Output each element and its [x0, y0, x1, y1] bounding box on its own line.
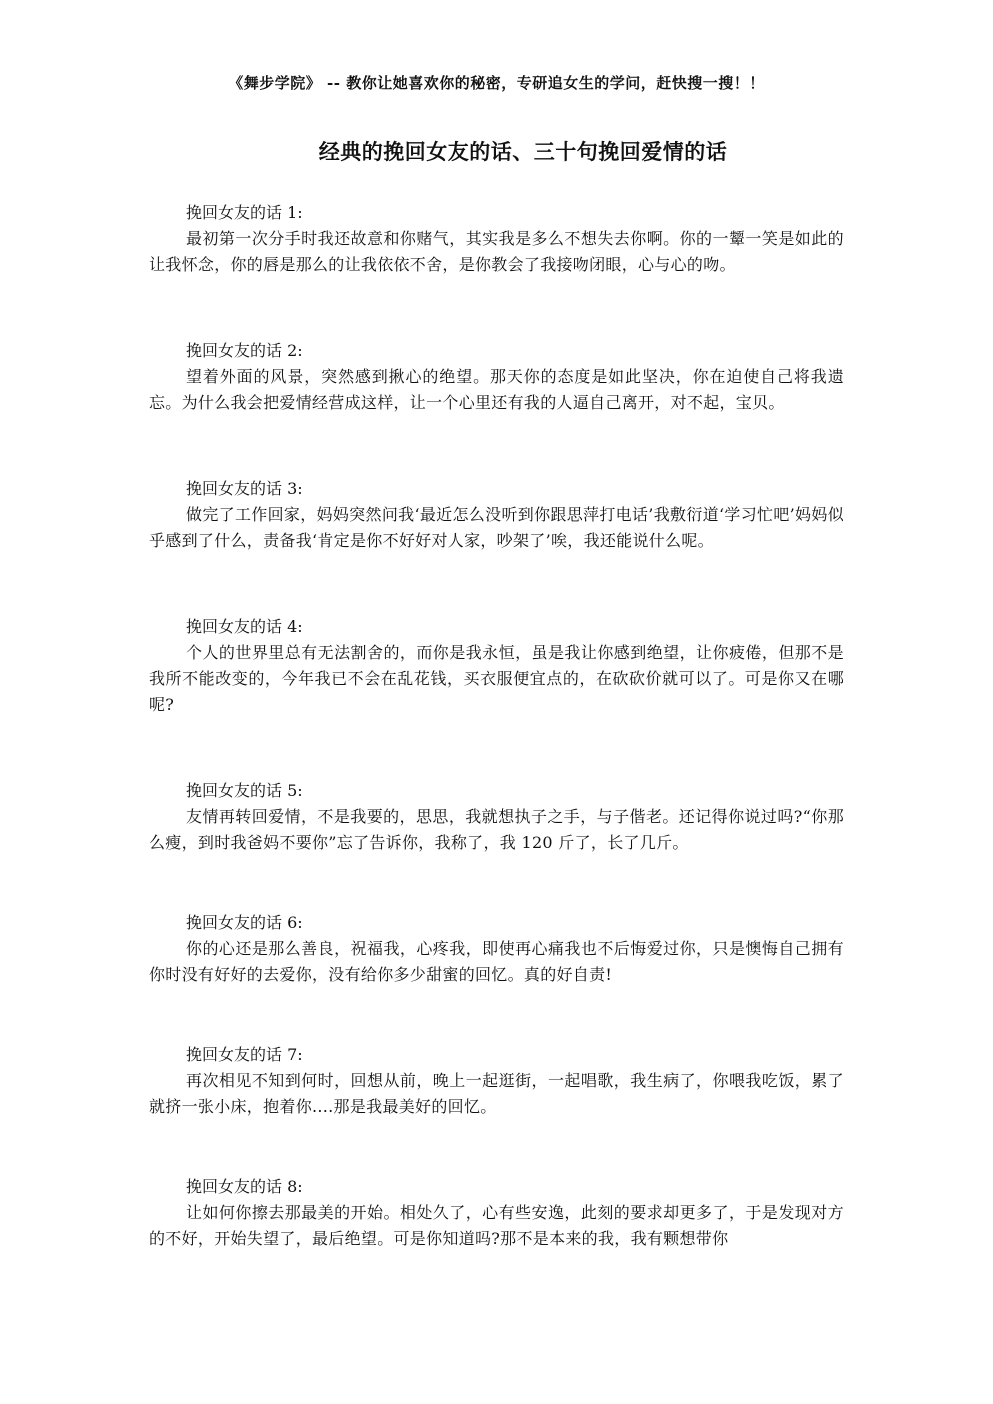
section-3 — [149, 476, 844, 554]
section-label: 挽回女友的话 5: — [186, 781, 303, 800]
section-text: 你的心还是那么善良，祝福我，心疼我，即使再心痛我也不后悔爱过你，只是懊悔自己拥有你时没有好好的去爱你，没有给你多少甜蜜的回忆。真的好自责! — [149, 939, 844, 984]
section-8 — [149, 1174, 844, 1252]
section-text: 友情再转回爱情，不是我要的，思思，我就想执子之手，与子偕老。还记得你说过吗?“你那么瘦，到时我爸妈不要你”忘了告诉你，我称了，我 120 斤了，长了几斤。 — [149, 807, 844, 852]
section-2 — [149, 338, 844, 416]
page-title: 经典的挽回女友的话、三十句挽回爱情的话 — [318, 139, 728, 164]
section-label: 挽回女友的话 7: — [186, 1045, 303, 1064]
section-text: 做完了工作回家，妈妈突然问我‘最近怎么没听到你跟思萍打电话’我敷衍道‘学习忙吧’妈妈似乎感到了什么，责备我‘肯定是你不好好对人家，吵架了’唉，我还能说什么呢。 — [149, 505, 844, 550]
section-text: 最初第一次分手时我还故意和你赌气，其实我是多么不想失去你啊。你的一颦一笑是如此的让我怀念，你的唇是那么的让我依依不舍，是你教会了我接吻闭眼，心与心的吻。 — [149, 229, 844, 274]
header-banner: 《舞步学院》 -- 教你让她喜欢你的秘密，专研追女生的学问，赶快搜一搜！！ — [228, 74, 765, 92]
section-5 — [149, 778, 844, 856]
section-text: 再次相见不知到何时，回想从前，晚上一起逛街，一起唱歌，我生病了，你喂我吃饭，累了就挤一张小床，抱着你....那是我最美好的回忆。 — [149, 1071, 844, 1116]
section-label: 挽回女友的话 2: — [186, 341, 303, 360]
section-label: 挽回女友的话 3: — [186, 479, 303, 498]
section-6 — [149, 910, 844, 988]
section-text: 个人的世界里总有无法割舍的，而你是我永恒，虽是我让你感到绝望，让你疲倦，但那不是我所不能改变的，今年我已不会在乱花钱，买衣服便宜点的，在砍砍价就可以了。可是你又在哪呢? — [149, 643, 844, 714]
section-1 — [149, 200, 844, 278]
section-label: 挽回女友的话 1: — [186, 203, 303, 222]
document-body — [149, 200, 844, 1252]
section-text: 望着外面的风景，突然感到揪心的绝望。那天你的态度是如此坚决，你在迫使自己将我遗忘。为什么我会把爱情经营成这样，让一个心里还有我的人逼自己离开，对不起，宝贝。 — [149, 367, 844, 412]
section-4 — [149, 614, 844, 718]
section-7 — [149, 1042, 844, 1120]
section-label: 挽回女友的话 6: — [186, 913, 303, 932]
section-label: 挽回女友的话 8: — [186, 1177, 303, 1196]
section-text: 让如何你擦去那最美的开始。相处久了，心有些安逸，此刻的要求却更多了，于是发现对方的不好，开始失望了，最后绝望。可是你知道吗?那不是本来的我，我有颗想带你 — [149, 1203, 844, 1248]
section-label: 挽回女友的话 4: — [186, 617, 303, 636]
